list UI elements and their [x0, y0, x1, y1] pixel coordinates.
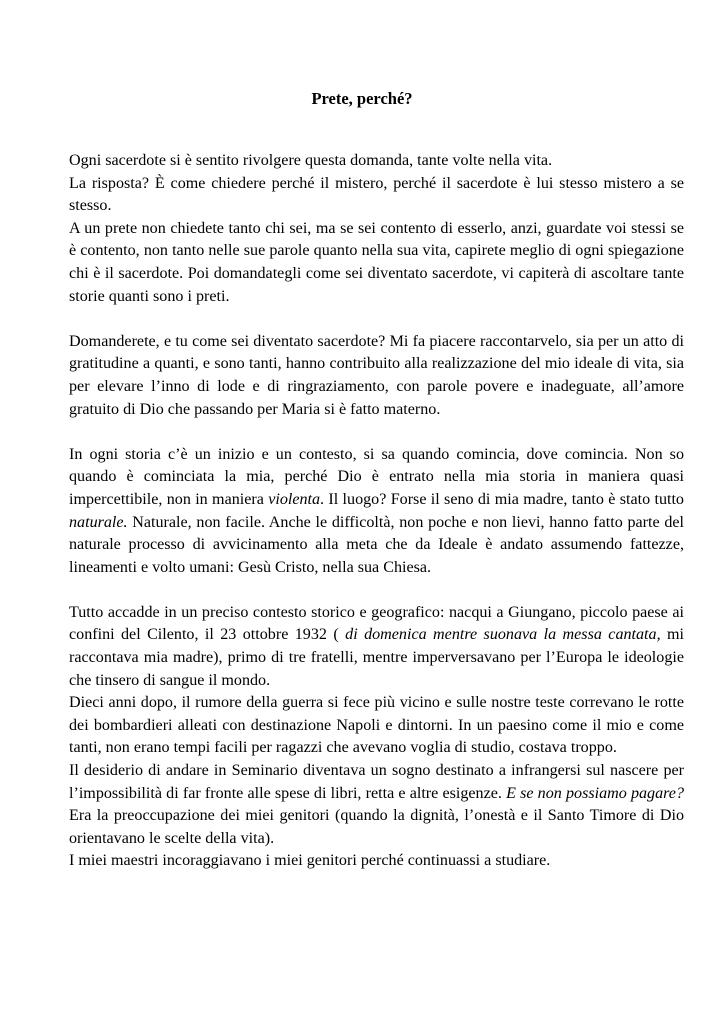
paragraph-7: Dieci anni dopo, il rumore della guerra si fece più vicino e sulle nostre teste correvano le rotte dei bombardieri alleati con destinazione Napoli e dintorni. In un paesino come il mio e come tanti, non erano tempi facili per ragazzi che avevano voglia di studio, costava troppo. — [69, 694, 684, 757]
text-run: Il desiderio di andare in Seminario diventava un sogno destinato a infrangersi sul nascere per l’impossibilità di far fronte alle spese di libri, retta e altre esigenze. — [69, 762, 684, 802]
text-run: In ogni storia c’è un inizio e un contesto, si sa quando comincia, dove comincia. Non so quando è cominciata la mia, perché Dio è entrato nella mia storia in maniera quasi impercettibile, non in maniera — [69, 445, 684, 508]
paragraph-3: A un prete non chiedete tanto chi sei, ma se sei contento di esserlo, anzi, guardate voi stessi se è contento, non tanto nelle sue parole quanto nella sua vita, capirete meglio di ogni spiegazione chi è il sacerdote. Poi domandategli come sei diventato sacerdote, vi capiterà di ascoltare tante storie quanti sono i preti. — [69, 219, 684, 305]
italic-text-run: E se non possiamo pagare? — [506, 784, 684, 802]
paragraph-1: Ogni sacerdote si è sentito rivolgere questa domanda, tante volte nella vita. — [69, 152, 553, 169]
text-run: Naturale, non facile. Anche le difficoltà, non poche e non lievi, hanno fatto parte del naturale processo di avvicinamento alla meta che da Ideale è andato assumendo fattezze, lineamenti e volto umani: Gesù Cristo, nella sua Chiesa. — [69, 513, 684, 576]
paragraph-9: I miei maestri incoraggiavano i miei genitori perché continuassi a studiare. — [69, 852, 551, 870]
paragraph-spacer — [69, 579, 684, 602]
text-run: mi raccontava mia madre), primo di tre fratelli, mentre imperversavano per l’Europa le ideologie che tinsero di sangue il mondo. — [69, 626, 684, 689]
text-run: Tutto accadde in un preciso contesto storico e geografico: nacqui a Giungano, piccolo paese ai confini del Cilento, il 23 ottobre 1932 ( — [69, 603, 684, 644]
paragraph-spacer — [69, 421, 684, 444]
page-title: Prete, perché? — [311, 89, 413, 108]
paragraph-4: Domanderete, e tu come sei diventato sacerdote? Mi fa piacere raccontarvelo, sia per un atto di gratitudine a quanti, e sono tanti, hanno contribuito alla realizzazione del mio ideale di vita, sia per elevare l’inno di lode e di ringraziamento, con parole povere e inadeguate, all’amore gratuito di Dio che passando per Maria si è fatto materno. — [69, 332, 684, 418]
paragraph-2: La risposta? È come chiedere perché il mistero, perché il sacerdote è lui stesso mistero a se stesso. — [69, 174, 684, 215]
italic-text-run: di domenica mentre suonava la messa cantata, — [345, 626, 661, 644]
paragraph-8 — [69, 760, 684, 850]
italic-text-run: violenta — [268, 490, 321, 508]
document-body — [69, 150, 684, 873]
paragraph-spacer — [69, 308, 684, 331]
text-run: . Il luogo? Forse il seno di mia madre, tanto è stato tutto — [320, 490, 684, 508]
text-run: Era la preoccupazione dei miei genitori (quando la dignità, l’onestà e il Santo Timore di Dio orientavano le scelte della vita). — [69, 807, 684, 847]
paragraph-5 — [69, 444, 684, 580]
paragraph-6 — [69, 602, 684, 692]
italic-text-run: naturale. — [69, 513, 128, 531]
